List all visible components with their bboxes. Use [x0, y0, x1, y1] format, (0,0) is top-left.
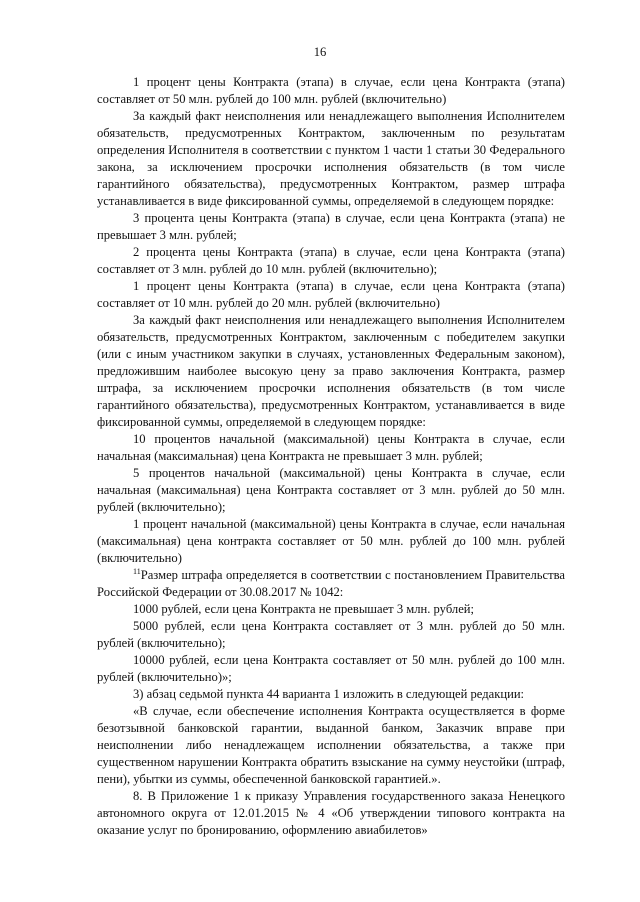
- footnote-paragraph-text: Размер штрафа определяется в соответствии с постановлением Правительства Российской Федерации от 30.08.2017 № 1042:: [97, 568, 565, 599]
- paragraph: 1 процент начальной (максимальной) цены Контракта в случае, если начальная (максимальная) цена контракта составляет от 50 млн. рублей до 100 млн. рублей (включительно): [97, 517, 565, 565]
- paragraph: 1 процент цены Контракта (этапа) в случае, если цена Контракта (этапа) составляет от 10 млн. рублей до 20 млн. рублей (включительно): [97, 279, 565, 310]
- paragraph: «В случае, если обеспечение исполнения Контракта осуществляется в форме безотзывной банковской гарантии, выданной банком, Заказчик вправе при неисполнении либо ненадлежащем исполнении обязательства, а также при существенном нарушении Контракта обратить взыскание на сумму неустойки (штраф, пени), убытки из суммы, обеспеченной банковской гарантией.».: [97, 704, 565, 786]
- paragraph: 5000 рублей, если цена Контракта составляет от 3 млн. рублей до 50 млн. рублей (включительно);: [97, 619, 565, 650]
- paragraph: 1 процент цены Контракта (этапа) в случае, если цена Контракта (этапа) составляет от 50 млн. рублей до 100 млн. рублей (включительно): [97, 75, 565, 106]
- document-body: [97, 74, 565, 839]
- paragraph: 10000 рублей, если цена Контракта составляет от 50 млн. рублей до 100 млн. рублей (включительно)»;: [97, 653, 565, 684]
- paragraph: 2 процента цены Контракта (этапа) в случае, если цена Контракта (этапа) составляет от 3 млн. рублей до 10 млн. рублей (включительно);: [97, 245, 565, 276]
- footnote-marker: 11: [133, 567, 141, 576]
- page-number: 16: [313, 45, 327, 59]
- paragraph: За каждый факт неисполнения или ненадлежащего выполнения Исполнителем обязательств, предусмотренных Контрактом, заключенным с победителем закупки (или с иным участником закупки в случаях, установленных Федеральным законом), предложившим наиболее высокую цену за право заключения Контракта, размер штрафа, за исключением просрочки исполнения обязательств (в том числе гарантийного обязательства), предусмотренных Контрактом, устанавливается в виде фиксированной суммы, определяемой в следующем порядке:: [97, 313, 565, 429]
- paragraph: За каждый факт неисполнения или ненадлежащего выполнения Исполнителем обязательств, предусмотренных Контрактом, заключенным по результатам определения Исполнителя в соответствии с пунктом 1 части 1 статьи 30 Федерального закона, за исключением просрочки исполнения обязательств (в том числе гарантийного обязательства), предусмотренных Контрактом, размер штрафа устанавливается в виде фиксированной суммы, определяемой в следующем порядке:: [97, 109, 565, 208]
- footnote-paragraph: [97, 567, 565, 601]
- paragraph: 5 процентов начальной (максимальной) цены Контракта в случае, если начальная (максимальная) цена Контракта составляет от 3 млн. рублей до 50 млн. рублей (включительно);: [97, 466, 565, 514]
- paragraph: 1000 рублей, если цена Контракта не превышает 3 млн. рублей;: [133, 602, 475, 616]
- paragraph: 10 процентов начальной (максимальной) цены Контракта в случае, если начальная (максимальная) цена Контракта не превышает 3 млн. рублей;: [97, 432, 565, 463]
- paragraph: 8. В Приложение 1 к приказу Управления государственного заказа Ненецкого автономного округа от 12.01.2015 № 4 «Об утверждении типового контракта на оказание услуг по бронированию, оформлению авиабилетов»: [97, 789, 565, 837]
- paragraph: 3) абзац седьмой пункта 44 варианта 1 изложить в следующей редакции:: [133, 687, 525, 701]
- paragraph: 3 процента цены Контракта (этапа) в случае, если цена Контракта (этапа) не превышает 3 млн. рублей;: [97, 211, 565, 242]
